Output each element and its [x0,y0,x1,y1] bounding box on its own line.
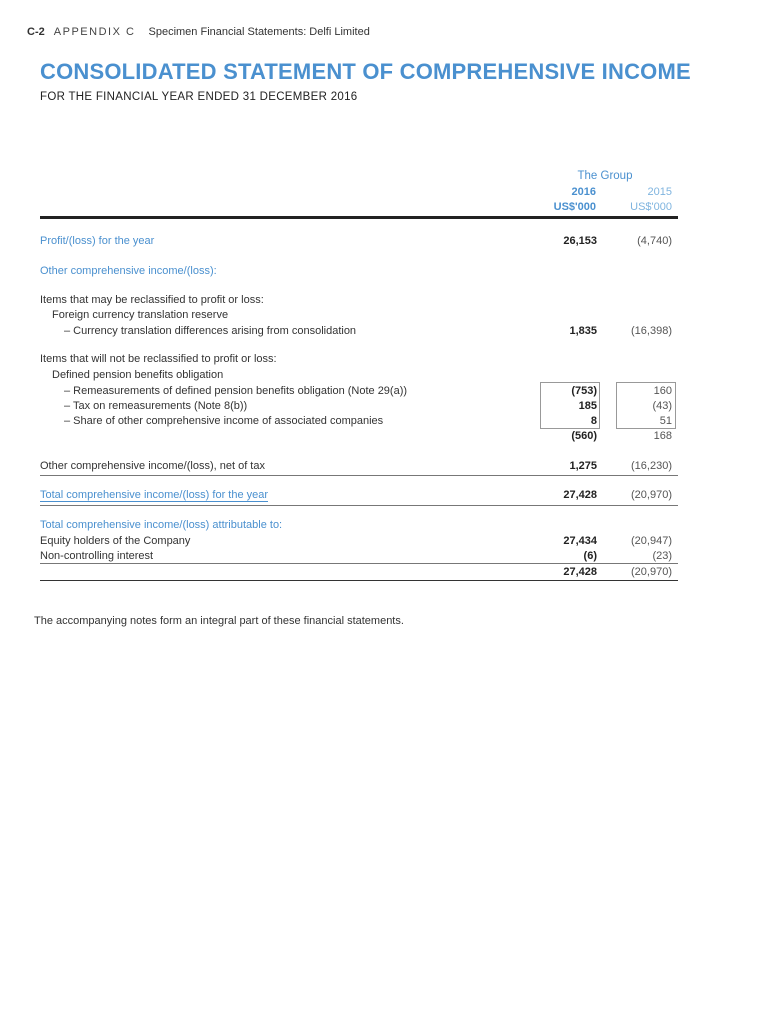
subtotal-2016: (560) [571,430,597,442]
row-rule [40,580,678,581]
column-group-header: The Group [577,170,633,182]
row-label: Foreign currency translation reserve [52,309,229,321]
value-2015: (16,398) [631,325,672,337]
value-2016: 27,434 [563,535,597,547]
value-2015: (16,230) [631,460,672,472]
row-label: – Tax on remeasurements (Note 8(b)) [64,400,248,412]
statement-title: CONSOLIDATED STATEMENT OF COMPREHENSIVE INCOME [40,59,691,84]
value-2015: (43) [652,400,672,412]
row-label: Equity holders of the Company [40,535,191,547]
row-label: – Share of other comprehensive income of associated companies [64,415,384,427]
section-heading: Total comprehensive income/(loss) attributable to: [40,519,283,531]
row-label: Other comprehensive income/(loss), net of tax [40,460,265,472]
value-2015: 51 [659,415,672,427]
section-heading: Other comprehensive income/(loss): [40,265,217,277]
running-head [27,26,370,38]
column-year-2015: 2015 [647,186,672,198]
value-2016: 26,153 [563,235,597,247]
value-2016: (753) [571,385,597,397]
value-2015: (4,740) [637,235,672,247]
value-2016: 185 [578,400,597,412]
value-2016: 1,835 [569,325,597,337]
row-label: Total comprehensive income/(loss) for the year [40,489,269,501]
total-2016: 27,428 [563,566,597,578]
value-2015: (20,947) [631,535,672,547]
footer-note: The accompanying notes form an integral part of these financial statements. [34,615,404,627]
row-label: Items that will not be reclassified to profit or loss: [40,353,277,365]
column-year-2016: 2016 [571,186,596,198]
value-2016: 27,428 [563,489,597,501]
row-label: Profit/(loss) for the year [40,235,155,247]
column-unit-2015: US$'000 [630,201,672,213]
statement-subtitle: FOR THE FINANCIAL YEAR ENDED 31 DECEMBER 2016 [40,91,358,103]
row-rule [40,475,678,476]
value-2015: (23) [652,550,672,562]
appendix-label: APPENDIX C [53,26,136,38]
column-unit-2016: US$'000 [553,201,596,213]
row-label: Defined pension benefits obligation [52,369,224,381]
value-2015: (20,970) [631,489,672,501]
row-label: Non-controlling interest [40,550,154,562]
row-rule [40,505,678,506]
row-label: – Currency translation differences arising from consolidation [64,325,357,337]
value-2016: (6) [583,550,597,562]
value-2016: 8 [590,415,597,427]
subtotal-2015: 168 [653,430,672,442]
row-label: Items that may be reclassified to profit or loss: [40,294,264,306]
bracket-box-2016 [540,382,600,429]
bracket-box-2015 [616,382,676,429]
appendix-description: Specimen Financial Statements: Delfi Limited [148,26,370,38]
value-2015: 160 [653,385,672,397]
total-2015: (20,970) [631,566,672,578]
header-rule [40,216,678,219]
row-label: – Remeasurements of defined pension benefits obligation (Note 29(a)) [64,385,408,397]
row-rule [40,563,678,564]
value-2016: 1,275 [569,460,597,472]
page-number: C-2 [27,26,45,38]
